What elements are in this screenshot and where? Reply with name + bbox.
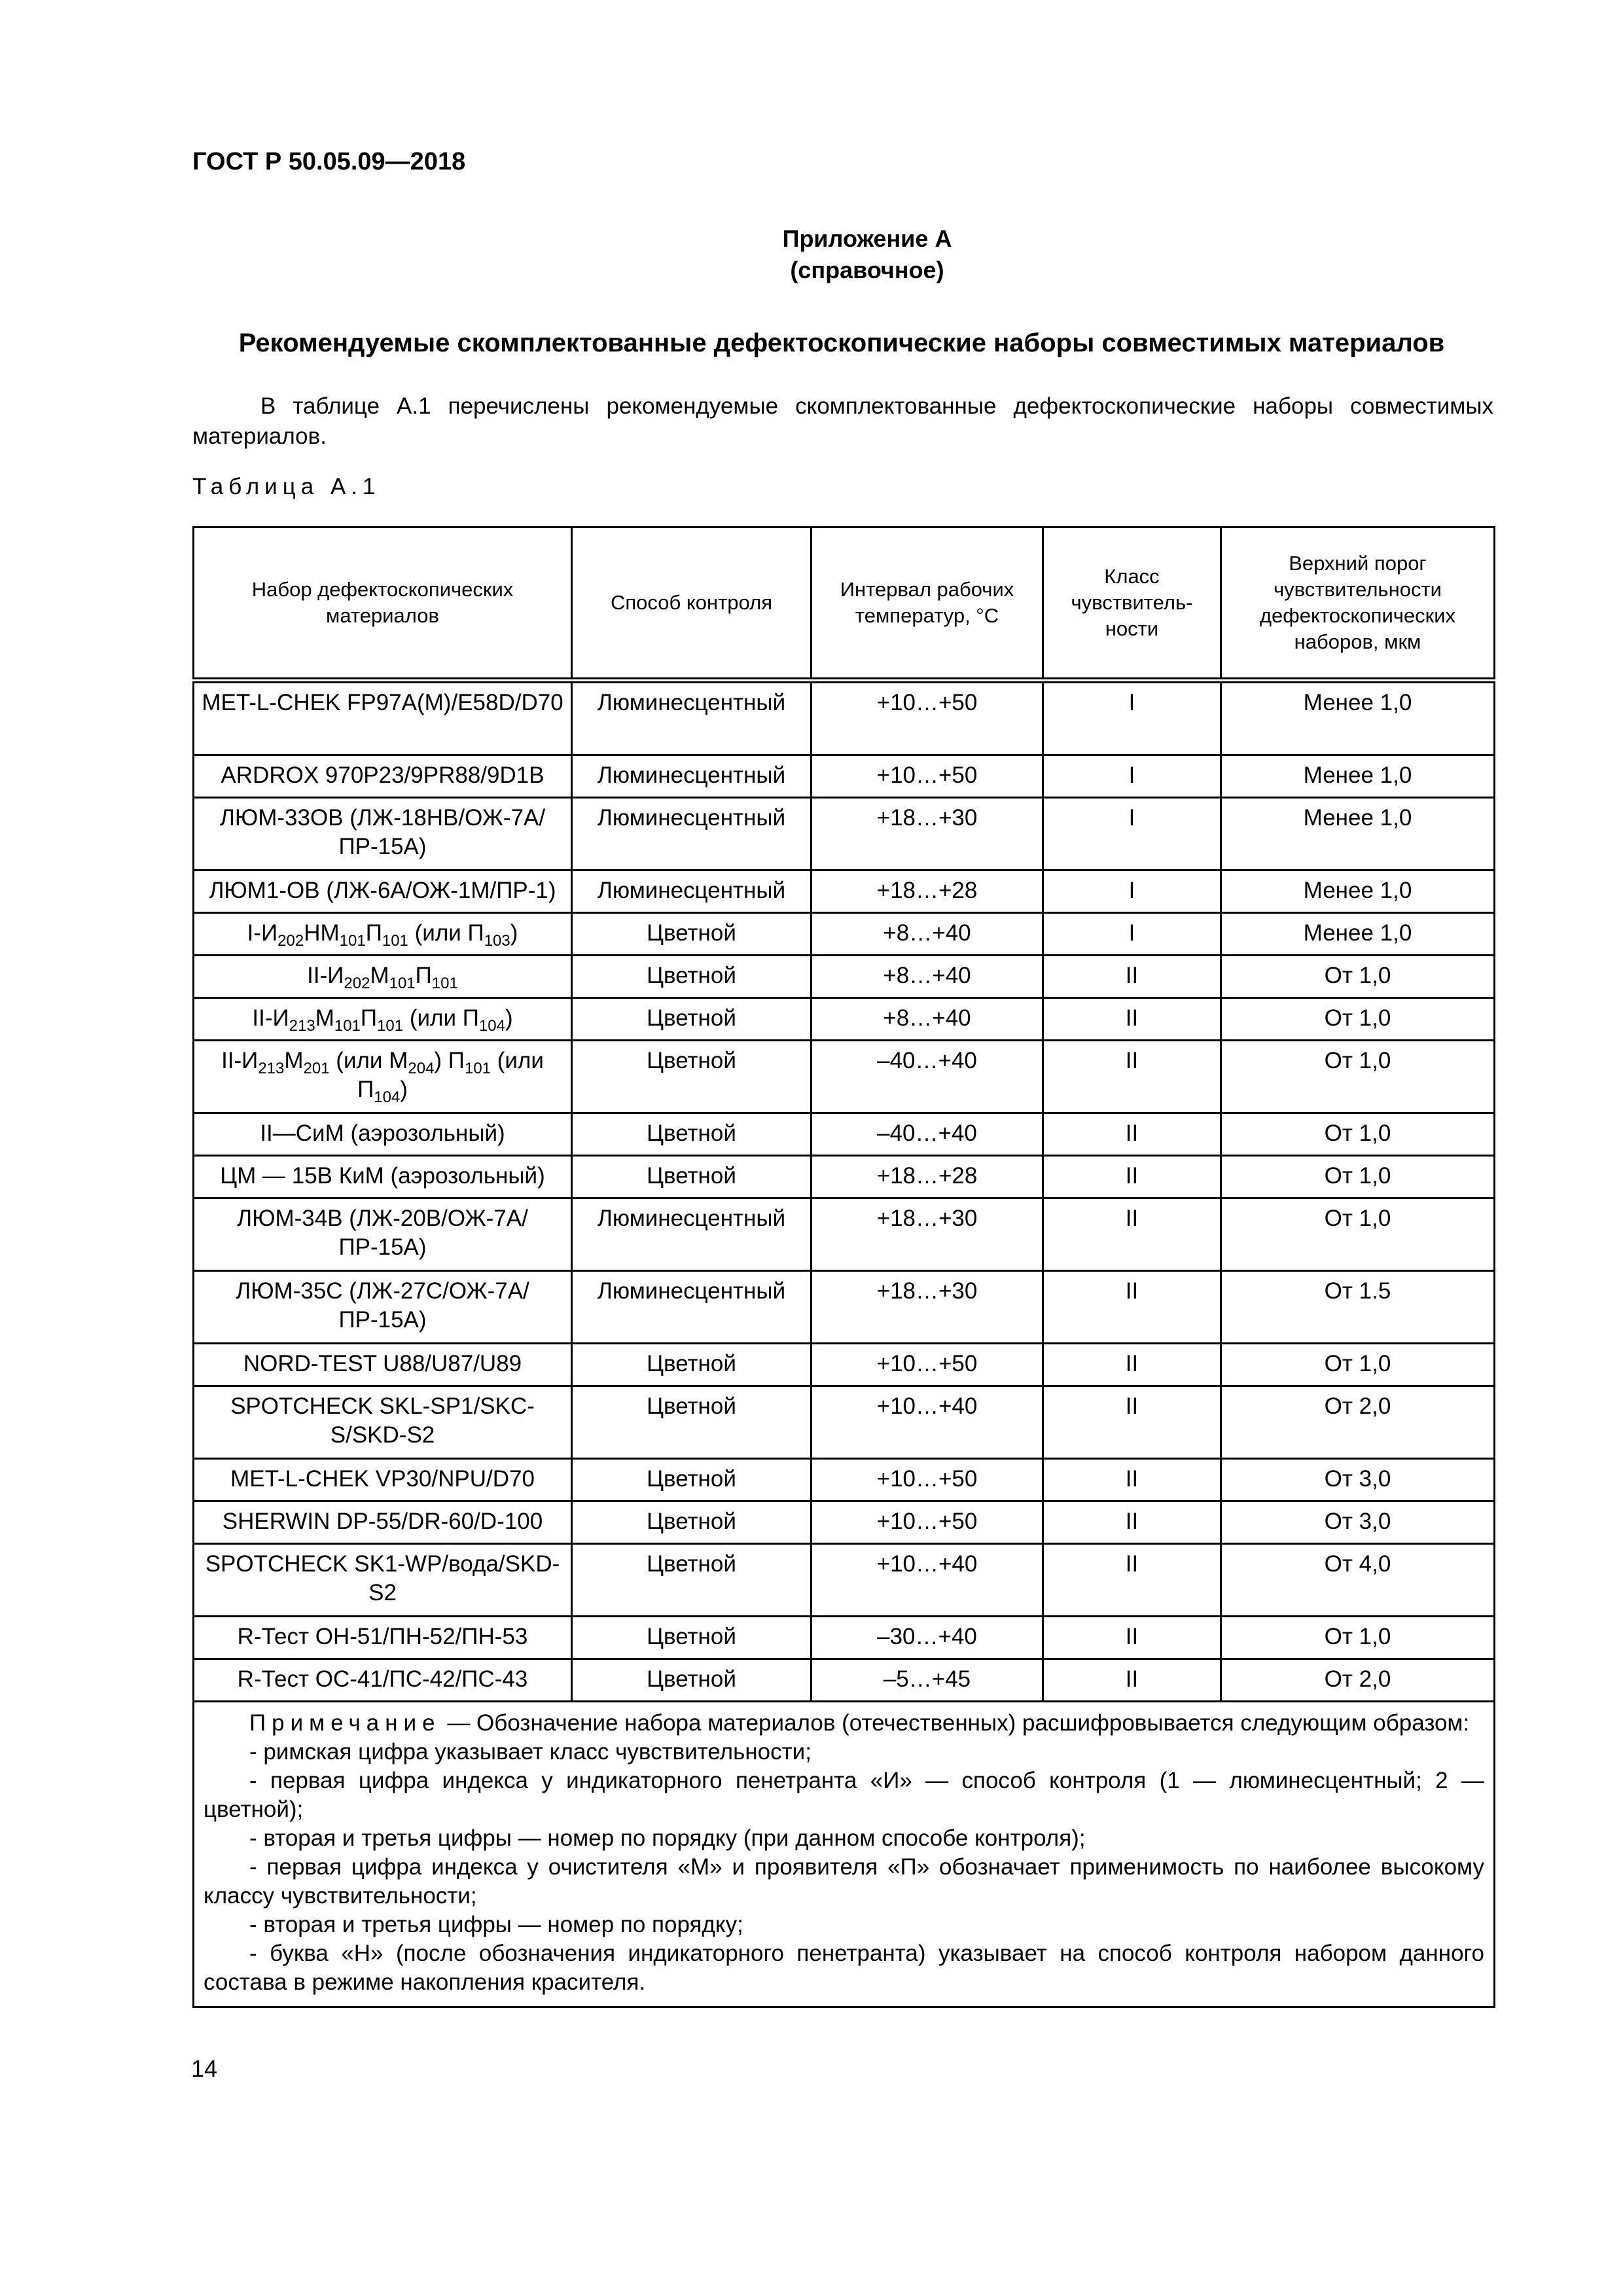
cell-class: I <box>1043 681 1221 755</box>
cell-method: Цветной <box>572 1041 812 1113</box>
cell-threshold: От 1,0 <box>1221 956 1495 998</box>
note-item: - вторая и третья цифры — номер по порядку (при данном способе контроля); <box>249 1825 1086 1851</box>
table-row <box>194 1344 1495 1386</box>
cell-range: +8…+40 <box>812 956 1043 998</box>
cell-threshold: От 2,0 <box>1221 1386 1495 1459</box>
table-row <box>194 1386 1495 1459</box>
cell-threshold: От 1,0 <box>1221 1198 1495 1271</box>
cell-kit: $II-И_{213}М_{101}П_{101}$ (или $П_{104}$) <box>194 998 572 1041</box>
annex-subtitle: (справочное) <box>790 257 944 283</box>
table-row <box>194 755 1495 798</box>
cell-method: Цветной <box>572 998 812 1041</box>
cell-threshold: От 1,0 <box>1221 1344 1495 1386</box>
annex-title: Приложение А <box>782 225 952 252</box>
table-row <box>194 998 1495 1041</box>
cell-threshold: От 1,0 <box>1221 998 1495 1041</box>
table-row <box>194 1113 1495 1156</box>
cell-kit: $II-И_{213}М_{201}$ (или $М_{204}$) $П_{101}$ (или $П_{104}$) <box>194 1041 572 1113</box>
cell-range: +18…+30 <box>812 798 1043 870</box>
cell-range: +18…+28 <box>812 1156 1043 1198</box>
cell-kit: ЛЮМ-34В (ЛЖ-20В/ОЖ-7А/ПР-15А) <box>194 1198 572 1271</box>
cell-range: –30…+40 <box>812 1617 1043 1659</box>
note-lead <box>204 1709 1484 1738</box>
cell-class: II <box>1043 1544 1221 1617</box>
cell-range: –5…+45 <box>812 1659 1043 1702</box>
cell-kit: NORD-TEST U88/U87/U89 <box>194 1344 572 1386</box>
table-body <box>194 681 1495 1702</box>
cell-method: Цветной <box>572 1544 812 1617</box>
cell-threshold: Менее 1,0 <box>1221 870 1495 913</box>
cell-class: I <box>1043 755 1221 798</box>
cell-range: +10…+50 <box>812 1501 1043 1544</box>
cell-method: Цветной <box>572 1617 812 1659</box>
cell-kit: ARDROX 970P23/9PR88/9D1B <box>194 755 572 798</box>
cell-class: I <box>1043 798 1221 870</box>
cell-kit: $I-И_{202}НМ_{101}П_{101}$ (или $П_{103}$) <box>194 913 572 956</box>
table-label: Таблица А.1 <box>192 474 381 499</box>
cell-kit: MET-L-CHEK VP30/NPU/D70 <box>194 1459 572 1501</box>
cell-method: Люминесцентный <box>572 681 812 755</box>
cell-range: +10…+50 <box>812 681 1043 755</box>
cell-method: Цветной <box>572 1344 812 1386</box>
cell-method: Цветной <box>572 1386 812 1459</box>
cell-range: +10…+50 <box>812 1459 1043 1501</box>
cell-range: +18…+30 <box>812 1271 1043 1344</box>
cell-threshold: От 1,0 <box>1221 1113 1495 1156</box>
cell-class: II <box>1043 1113 1221 1156</box>
cell-method: Цветной <box>572 1501 812 1544</box>
table-row <box>194 870 1495 913</box>
cell-kit: ЛЮМ1-ОВ (ЛЖ-6А/ОЖ-1М/ПР-1) <box>194 870 572 913</box>
cell-class: II <box>1043 998 1221 1041</box>
table-row <box>194 956 1495 998</box>
intro-paragraph: В таблице А.1 перечислены рекомендуемые скомплектованные дефектоскопические наборы совместимых материалов. <box>192 393 1493 449</box>
header-threshold: Верхний порог чувствительности дефектоскопических наборов, мкм <box>1221 528 1495 681</box>
cell-range: +8…+40 <box>812 913 1043 956</box>
cell-method: Люминесцентный <box>572 755 812 798</box>
cell-kit: SHERWIN DP-55/DR-60/D-100 <box>194 1501 572 1544</box>
cell-method: Люминесцентный <box>572 1271 812 1344</box>
cell-kit: ЛЮМ-33ОВ (ЛЖ-18НВ/ОЖ-7А/ПР-15А) <box>194 798 572 870</box>
note-item: - вторая и третья цифры — номер по порядку; <box>249 1912 743 1937</box>
cell-kit: ЛЮМ-35С (ЛЖ-27С/ОЖ-7А/ПР-15А) <box>194 1271 572 1344</box>
cell-class: II <box>1043 1617 1221 1659</box>
cell-kit: R-Тест ОС-41/ПС-42/ПС-43 <box>194 1659 572 1702</box>
note-item: - буква «Н» (после обозначения индикаторного пенетранта) указывает на способ контроля набором данного состава в режиме накопления красителя. <box>204 1941 1484 1995</box>
page-number: 14 <box>191 2055 218 2082</box>
cell-class: II <box>1043 1156 1221 1198</box>
cell-method: Цветной <box>572 1156 812 1198</box>
table-row <box>194 1617 1495 1659</box>
cell-class: II <box>1043 1501 1221 1544</box>
cell-method: Цветной <box>572 1113 812 1156</box>
cell-kit: II—СиМ (аэрозольный) <box>194 1113 572 1156</box>
cell-method: Цветной <box>572 956 812 998</box>
note-label: Примечание <box>249 1710 441 1736</box>
cell-threshold: От 3,0 <box>1221 1501 1495 1544</box>
materials-table <box>192 526 1495 2008</box>
cell-class: I <box>1043 913 1221 956</box>
cell-range: +10…+40 <box>812 1544 1043 1617</box>
header-method: Способ контроля <box>572 528 812 681</box>
table-row <box>194 798 1495 870</box>
cell-threshold: От 1,0 <box>1221 1041 1495 1113</box>
cell-method: Люминесцентный <box>572 798 812 870</box>
document-code: ГОСТ Р 50.05.09—2018 <box>192 148 466 175</box>
note-lead-text: — Обозначение набора материалов (отечественных) расшифровывается следующим образом: <box>447 1710 1470 1736</box>
cell-range: +18…+28 <box>812 870 1043 913</box>
table-container <box>192 526 1493 2008</box>
cell-method: Цветной <box>572 1659 812 1702</box>
cell-class: II <box>1043 1271 1221 1344</box>
cell-range: +18…+30 <box>812 1198 1043 1271</box>
cell-range: +8…+40 <box>812 998 1043 1041</box>
cell-kit: MET-L-CHEK FP97A(M)/E58D/D70 <box>194 681 572 755</box>
cell-threshold: Менее 1,0 <box>1221 913 1495 956</box>
table-row <box>194 1271 1495 1344</box>
cell-range: –40…+40 <box>812 1041 1043 1113</box>
table-row <box>194 1501 1495 1544</box>
cell-class: I <box>1043 870 1221 913</box>
cell-range: +10…+40 <box>812 1386 1043 1459</box>
note-item: - первая цифра индекса у индикаторного пенетранта «И» — способ контроля (1 — люминесцентный; 2 — цветной); <box>204 1768 1484 1822</box>
cell-threshold: Менее 1,0 <box>1221 681 1495 755</box>
table-header-row <box>194 528 1495 681</box>
cell-method: Люминесцентный <box>572 870 812 913</box>
cell-kit: R-Тест ОН-51/ПН-52/ПН-53 <box>194 1617 572 1659</box>
cell-kit: SPOTCHECK SK1-WP/вода/SKD-S2 <box>194 1544 572 1617</box>
cell-class: II <box>1043 1386 1221 1459</box>
cell-class: II <box>1043 1041 1221 1113</box>
table-row <box>194 1156 1495 1198</box>
note-item: - первая цифра индекса у очистителя «М» и проявителя «П» обозначает применимость по наиболее высокому классу чувствительности; <box>204 1854 1484 1909</box>
table-row <box>194 913 1495 956</box>
section-title: Рекомендуемые скомплектованные дефектоскопические наборы совместимых материалов <box>238 329 1445 357</box>
cell-range: +10…+50 <box>812 755 1043 798</box>
cell-threshold: От 1,0 <box>1221 1156 1495 1198</box>
cell-kit: $II-И_{202}М_{101}П_{101}$ <box>194 956 572 998</box>
table-row <box>194 1659 1495 1702</box>
table-row <box>194 1041 1495 1113</box>
cell-threshold: От 1.5 <box>1221 1271 1495 1344</box>
cell-class: II <box>1043 956 1221 998</box>
cell-method: Цветной <box>572 913 812 956</box>
table-row <box>194 681 1495 755</box>
header-range: Интервал рабочих температур, °С <box>812 528 1043 681</box>
cell-range: –40…+40 <box>812 1113 1043 1156</box>
cell-class: II <box>1043 1344 1221 1386</box>
cell-threshold: Менее 1,0 <box>1221 755 1495 798</box>
cell-threshold: От 2,0 <box>1221 1659 1495 1702</box>
header-class: Класс чувствитель-ности <box>1043 528 1221 681</box>
cell-method: Люминесцентный <box>572 1198 812 1271</box>
cell-threshold: Менее 1,0 <box>1221 798 1495 870</box>
note-cell <box>194 1702 1495 2007</box>
header-kit: Набор дефектоскопических материалов <box>194 528 572 681</box>
note-item: - римская цифра указывает класс чувствительности; <box>249 1739 812 1765</box>
cell-threshold: От 3,0 <box>1221 1459 1495 1501</box>
table-row <box>194 1198 1495 1271</box>
cell-threshold: От 1,0 <box>1221 1617 1495 1659</box>
cell-class: II <box>1043 1198 1221 1271</box>
note-row <box>194 1702 1495 2007</box>
cell-kit: ЦМ — 15В КиМ (аэрозольный) <box>194 1156 572 1198</box>
table-row <box>194 1459 1495 1501</box>
cell-range: +10…+50 <box>812 1344 1043 1386</box>
cell-class: II <box>1043 1459 1221 1501</box>
cell-kit: SPOTCHECK SKL-SP1/SKC-S/SKD-S2 <box>194 1386 572 1459</box>
cell-method: Цветной <box>572 1459 812 1501</box>
table-row <box>194 1544 1495 1617</box>
cell-threshold: От 4,0 <box>1221 1544 1495 1617</box>
cell-class: II <box>1043 1659 1221 1702</box>
